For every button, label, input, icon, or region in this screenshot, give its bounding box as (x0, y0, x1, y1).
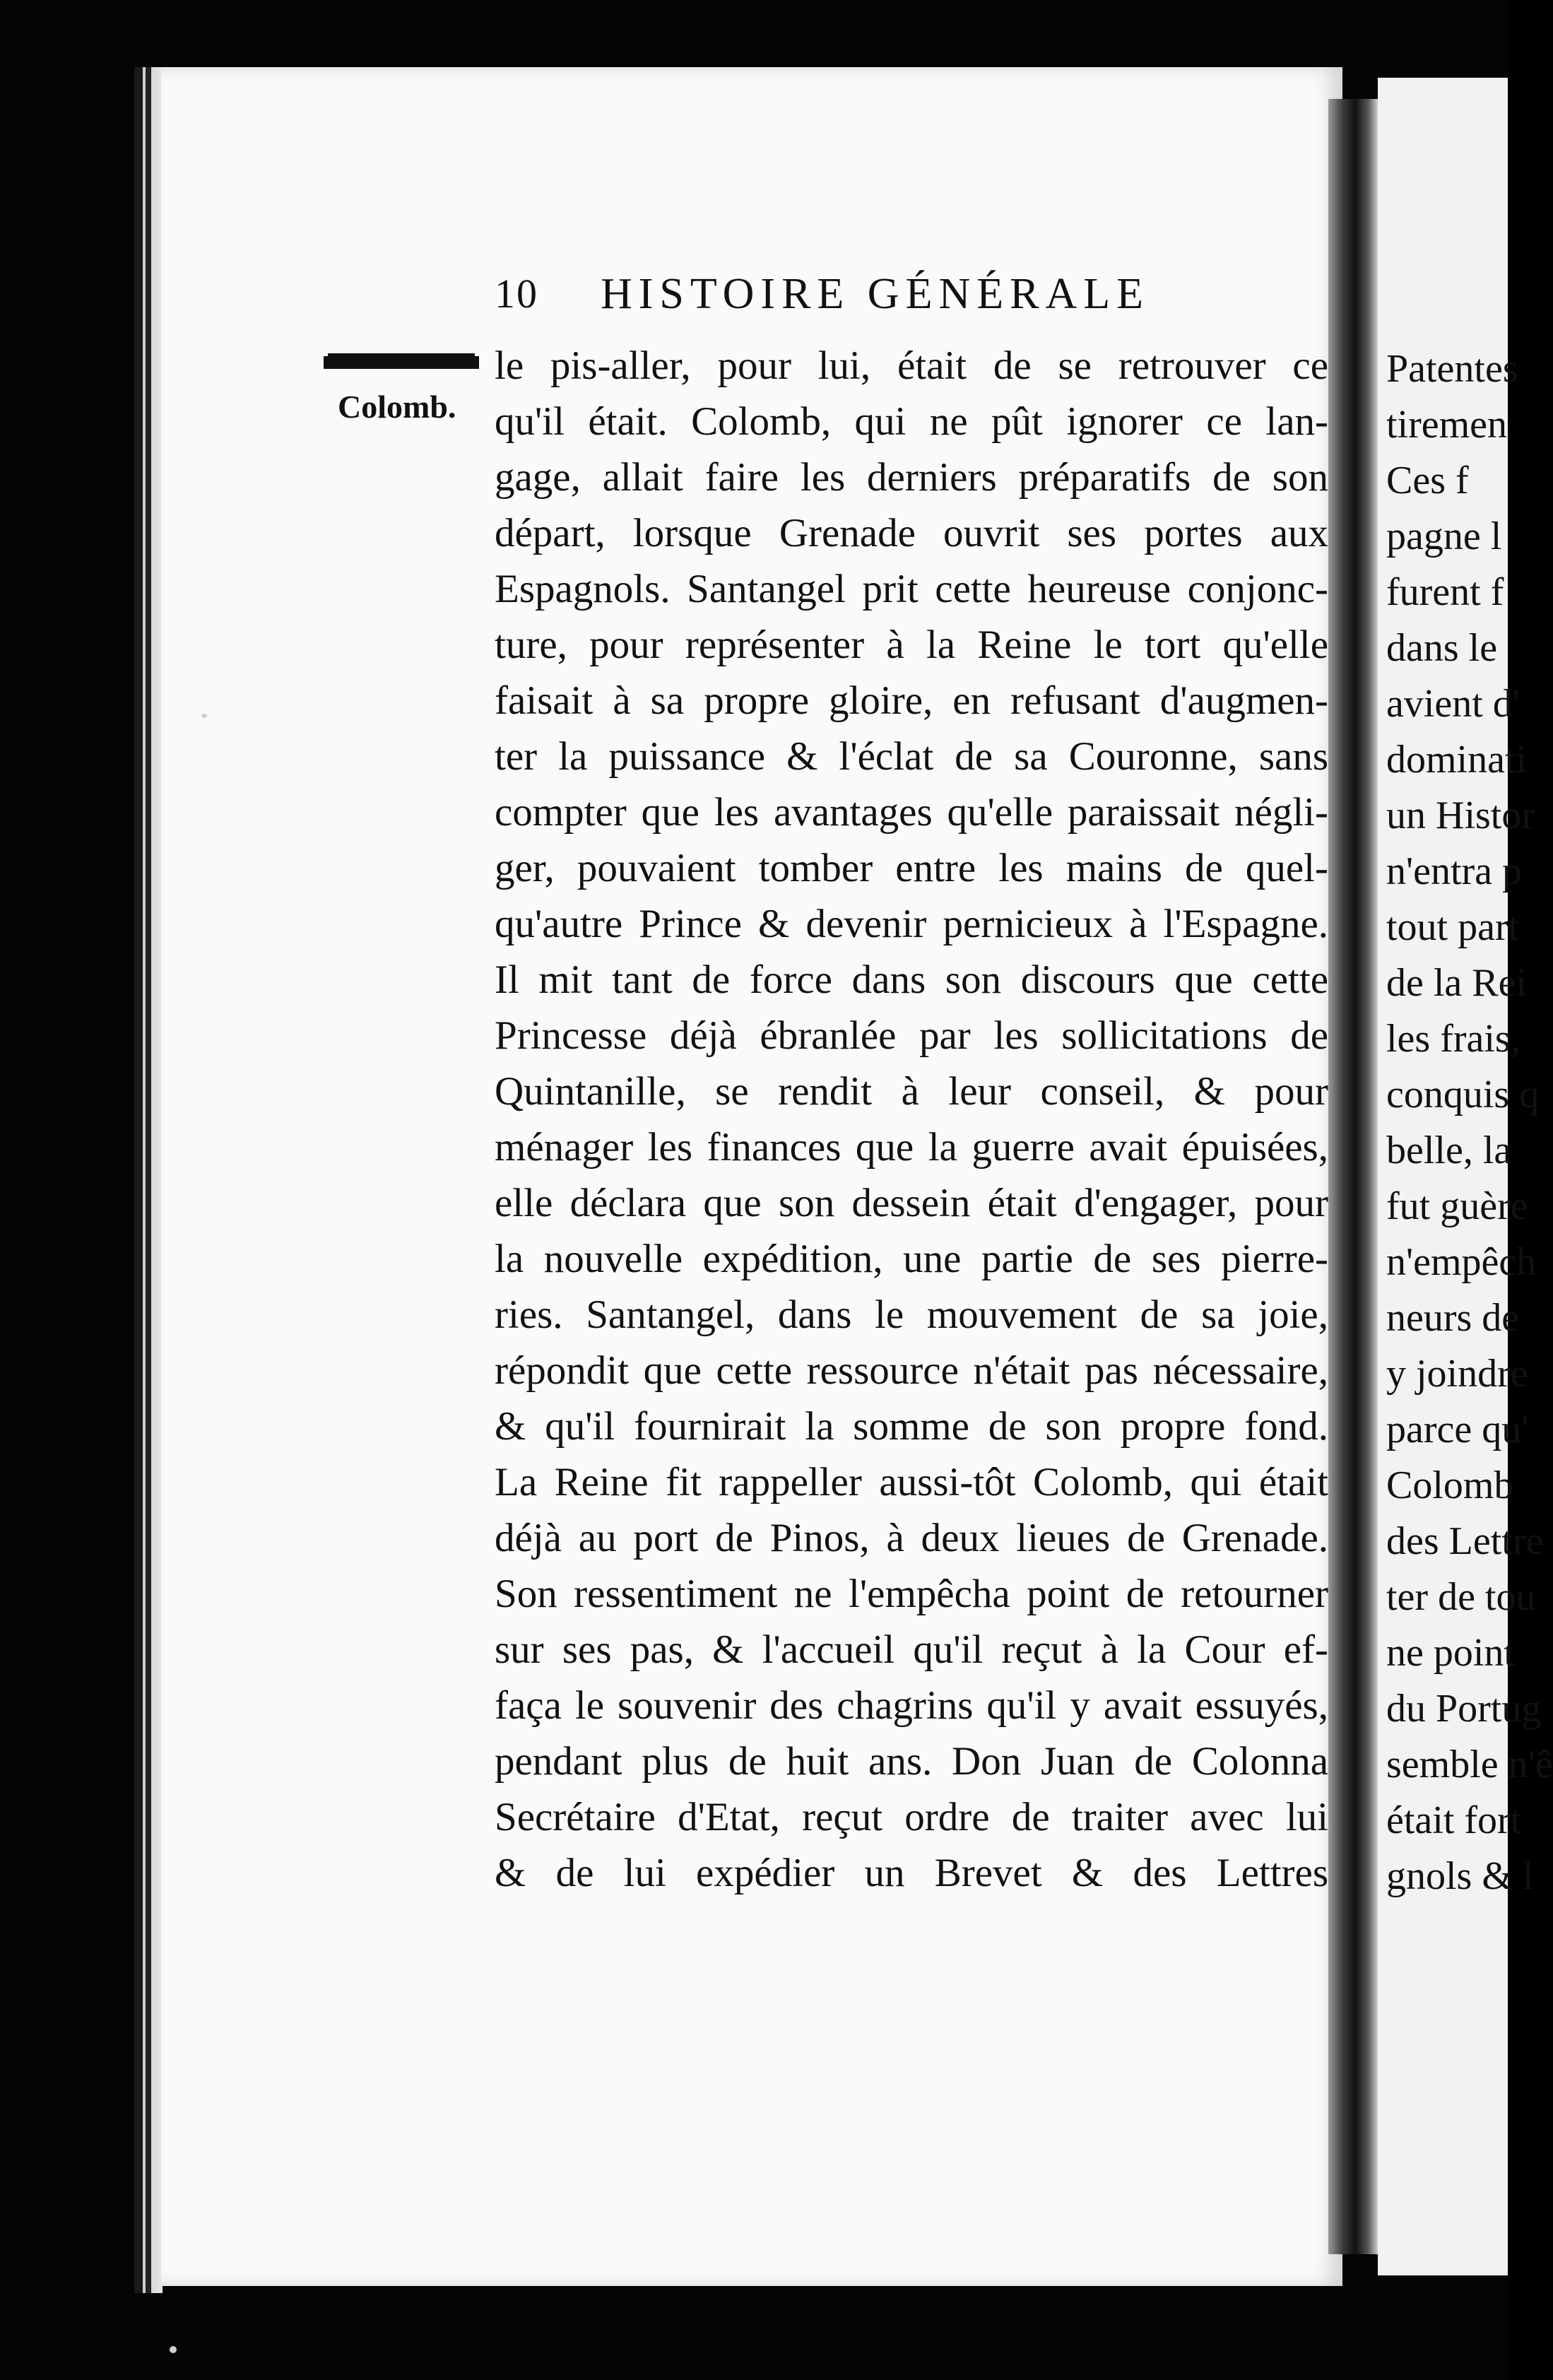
text-line: sur ses pas, & l'accueil qu'il reçut à la Cour ef- (495, 1627, 1328, 1672)
facing-page-line: semble n'ê (1386, 1743, 1553, 1786)
text-line: Secrétaire d'Etat, reçut ordre de traiter avec lui (495, 1795, 1328, 1839)
text-line: façа le souvenir des chagrins qu'il y avait essuyés, (495, 1683, 1328, 1728)
facing-page-line: furent f (1386, 570, 1504, 614)
facing-page-line: un Histor (1386, 794, 1535, 837)
paper-speck (170, 2346, 177, 2353)
facing-page-line: fut guère (1386, 1184, 1528, 1228)
text-line: déjà au port de Pinos, à deux lieues de Grenade. (495, 1516, 1328, 1560)
running-title: HISTOIRE GÉNÉRALE (601, 270, 1150, 318)
paper-speck (201, 714, 207, 718)
text-line: ture, pour représenter à la Reine le tort qu'elle (495, 623, 1328, 667)
page-gutter-shadow (1328, 99, 1378, 2254)
facing-page-line: du Portug (1386, 1687, 1542, 1731)
facing-page-line: des Lettre (1386, 1519, 1544, 1563)
text-line: départ, lorsque Grenade ouvrit ses portes aux (495, 511, 1328, 555)
text-line: ries. Santangel, dans le mouvement de sa joie, (495, 1292, 1328, 1337)
facing-page-line: ter de tou (1386, 1575, 1536, 1619)
text-line: le pis-aller, pour lui, était de se retrouver ce (495, 343, 1328, 388)
facing-page-line: dominati (1386, 738, 1528, 782)
margin-rule (324, 356, 479, 369)
text-line: répondit que cette ressource n'était pas nécessaire, (495, 1348, 1328, 1393)
facing-page-line: tout part (1386, 905, 1520, 949)
text-line: elle déclara que son dessein était d'engager, pour (495, 1181, 1328, 1225)
text-line: ter la puissance & l'éclat de sa Couronne, sans (495, 734, 1328, 779)
facing-page-fragment (1378, 78, 1553, 2275)
text-line: compter que les avantages qu'elle paraissait négli- (495, 790, 1328, 835)
text-line: faisait à sa propre gloire, en refusant d'augmen- (495, 678, 1328, 723)
text-line: Espagnols. Santangel prit cette heureuse conjonc- (495, 567, 1328, 611)
margin-note: Colomb. (338, 389, 456, 425)
text-line: gage, allait faire les derniers préparatifs de son (495, 455, 1328, 500)
text-line: la nouvelle expédition, une partie de ses pierre- (495, 1237, 1328, 1281)
page-number: 10 (495, 271, 538, 317)
text-line: Quintanille, se rendit à leur conseil, & pour (495, 1069, 1328, 1114)
facing-page-line: Ces f (1386, 459, 1469, 502)
facing-page-line: avient d' (1386, 682, 1520, 726)
text-line: Princesse déjà ébranlée par les sollicitations de (495, 1013, 1328, 1058)
facing-page-line: ne point (1386, 1631, 1515, 1675)
text-line: qu'autre Prince & devenir pernicieux à l'Espagne. (495, 902, 1328, 946)
book-binding-edge (134, 67, 163, 2293)
facing-page-line: belle, la (1386, 1129, 1512, 1172)
text-line: pendant plus de huit ans. Don Juan de Colonna (495, 1739, 1328, 1784)
text-line: & qu'il fournirait la somme de son propre fond. (495, 1404, 1328, 1449)
facing-page-line: parce qu' (1386, 1408, 1529, 1451)
facing-page-line: Colomb (1386, 1463, 1514, 1507)
facing-page-line: neurs de (1386, 1296, 1520, 1340)
facing-page-line: y joindre (1386, 1352, 1528, 1396)
text-line: qu'il était. Colomb, qui ne pût ignorer ce lan- (495, 399, 1328, 444)
facing-page-line: gnols & l (1386, 1854, 1534, 1898)
facing-page-line: n'empêch (1386, 1240, 1537, 1284)
text-line: & de lui expédier un Brevet & des Lettres (495, 1851, 1328, 1895)
text-line: Son ressentiment ne l'empêcha point de retourner (495, 1572, 1328, 1616)
body-text (495, 338, 1328, 1895)
facing-page-line: n'entra p (1386, 849, 1523, 893)
facing-page-line: Patentes (1386, 347, 1518, 391)
facing-page-line: était fort (1386, 1798, 1522, 1842)
facing-page-line: dans le (1386, 626, 1498, 670)
facing-page-line: pagne l (1386, 514, 1502, 558)
facing-page-line: conquis q (1386, 1073, 1540, 1117)
facing-page-line: tiremen (1386, 403, 1508, 447)
page-header (495, 266, 1265, 322)
facing-page-line: les frais, (1386, 1017, 1520, 1061)
text-line: La Reine fit rappeller aussi-tôt Colomb, qui était (495, 1460, 1328, 1504)
facing-page-line: de la Rei (1386, 961, 1528, 1005)
text-line: ménager les finances que la guerre avait épuisées, (495, 1125, 1328, 1170)
text-line: Il mit tant de force dans son discours que cette (495, 958, 1328, 1002)
text-line: ger, pouvaient tomber entre les mains de quel- (495, 846, 1328, 890)
